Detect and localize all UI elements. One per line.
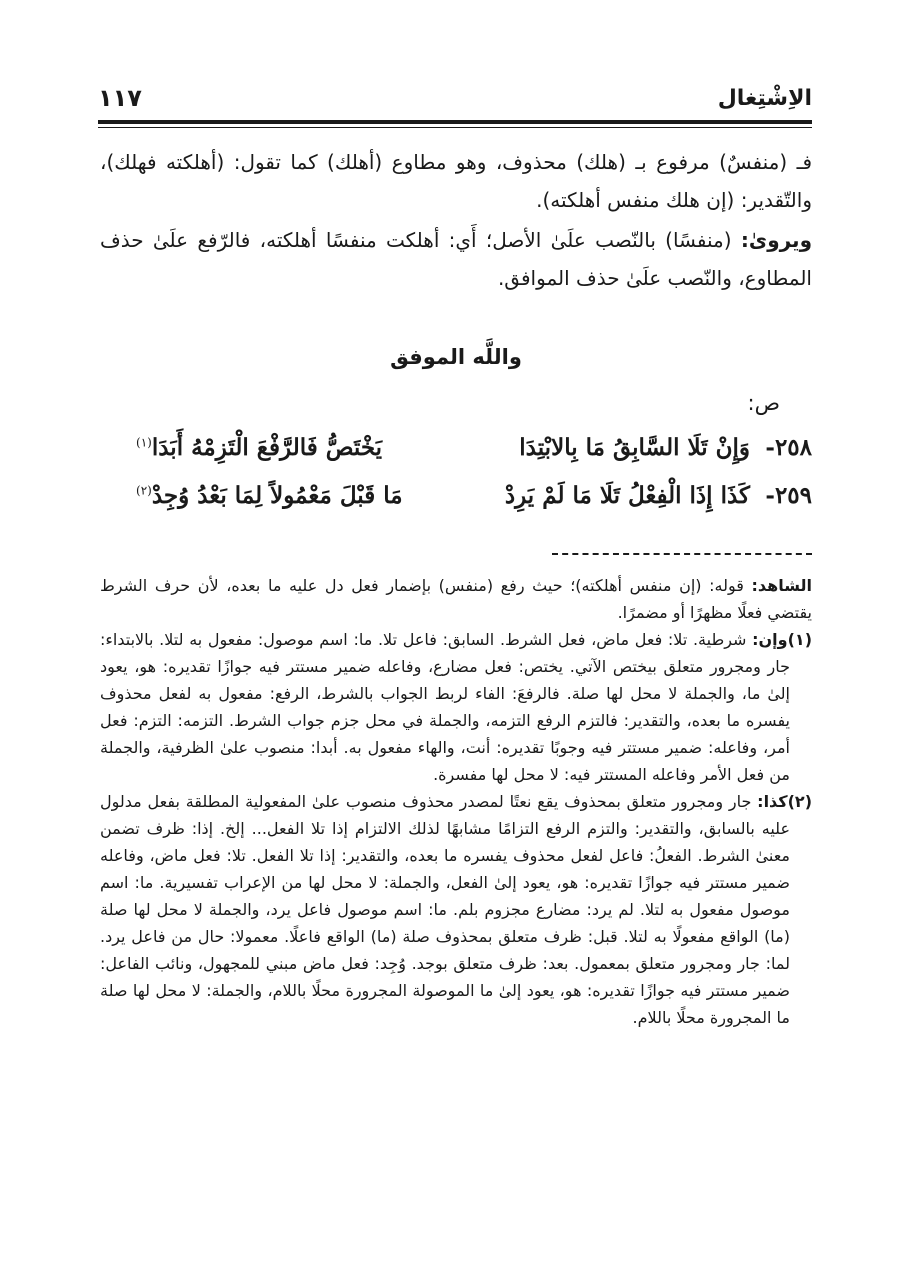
verse-second-hemistich	[136, 482, 403, 509]
verse-number: ٢٥٩-	[765, 482, 812, 509]
verse-258	[100, 428, 812, 474]
header-rule-thin	[98, 127, 812, 128]
verse-259	[100, 476, 812, 522]
hemistich-text: مَا قَبْلَ مَعْمُولاً لِمَا بَعْدُ وُجِدْ	[151, 482, 403, 509]
footnote-label: (١)وإن:	[752, 630, 812, 649]
footnote-ref: (٢)	[136, 483, 152, 498]
page-header	[98, 84, 812, 118]
paragraph-text: (منفسًا) بالنّصب علَىٰ الأصل؛ أَي: أهلكت منفسًا أهلكته، فالرّفع علَىٰ حذف المطاوع، والنّصب علَىٰ حذف الموافق.	[100, 228, 812, 290]
footnote-label: الشاهد:	[751, 576, 812, 595]
footnote-text: جار ومجرور متعلق بمحذوف يقع نعتًا لمصدر محذوف منصوب علىٰ المفعولية المطلقة بفعل مدلول عليه بالسابق، والتقدير: والتزم الرفع التزامًا مشابهًا لذلك الالتزام إذا تلا الفعل... إلخ. إذا: ظرف تضمن معنىٰ الشرط. الفعلُ: فاعل لفعل محذوف يفسره ما بعده، والتقدير: إذا تلا الفعل. تلا: فعل ماض، وفاعله ضمير مستتر فيه جوازًا تقديره: هو، يعود إلىٰ الفعل، والجملة: لا محل لها من الإعراب تفسيرية. ما: اسم موصول مفعول به لتلا. لم يرد: مضارع مجزوم بلم. ما: اسم موصول فاعل يرد، والجملة لا محل لها صلة (ما) الواقع مفعولًا به لتلا. قبل: ظرف متعلق بمحذوف صلة (ما) الواقع فاعلًا. معمولا: حال من فاعل يرد. لما: جار ومجرور متعلق بمعمول. بعد: ظرف متعلق بوجد. وُجِد: فعل ماض مبني للمجهول، ونائب الفاعل: ضمير مستتر فيه جوازًا تقديره: هو، يعود إلىٰ ما الموصولة المجرورة محلًا باللام، والجملة: لا محل لها صلة ما المجرورة محلًا باللام.	[100, 792, 790, 1027]
footnote-1	[100, 626, 812, 788]
footnote-shahid	[100, 572, 812, 626]
footnote-separator	[552, 553, 812, 555]
verse-section-label: ص:	[747, 391, 780, 415]
chapter-title: الاِشْتِغال	[717, 86, 812, 111]
verse-first-hemistich: وَإِنْ تَلَا السَّابِقُ مَا بِالابْتِدَا	[519, 434, 750, 461]
footnote-2	[100, 788, 812, 1031]
footnote-text: شرطية. تلا: فعل ماض، فعل الشرط. السابق: فاعل تلا. ما: اسم موصول: مفعول به لتلا. بالابتداء: جار ومجرور متعلق بيختص الآتي. يختص: فعل مضارع، وفاعله ضمير مستتر فيه جوازًا تقديره: هو، يعود إلىٰ ما، والجملة لا محل لها صلة. فالرفعَ: الفاء لربط الجواب بالشرط، الرفع: مفعول به لفعل محذوف يفسره ما بعده، والتقدير: فالتزم الرفع التزمه، والجملة في محل جزم جواب الشرط. التزمه: التزم: فعل أمر، وفاعله: ضمير مستتر فيه وجوبًا تقديره: أنت، والهاء مفعول به. أبدا: منصوب علىٰ الظرفية، والجملة من فعل الأمر وفاعله المستتر فيه: لا محل لها مفسرة.	[100, 630, 790, 784]
page-number: ١١٧	[98, 84, 142, 112]
footnote-label: (٢)كذا:	[757, 792, 812, 811]
header-rule-thick	[98, 120, 812, 124]
footnote-ref: (١)	[136, 435, 152, 450]
body-paragraph-2	[100, 221, 812, 297]
closing-phrase: واللَّه الموفق	[390, 345, 522, 369]
hemistich-text: يَخْتَصُّ فَالرَّفْعَ الْتَزِمْهُ أَبَدَا	[151, 434, 383, 461]
verse-number: ٢٥٨-	[765, 434, 812, 461]
verse-second-hemistich	[136, 434, 382, 461]
body-paragraph-1: فـ (منفسٌ) مرفوع بـ (هلك) محذوف، وهو مطاوع (أهلك) كما تقول: (أهلكته فهلك)، والتّقدير: (إن هلك منفس أهلكته).	[100, 150, 812, 212]
footnote-text: قوله: (إن منفس أهلكته)؛ حيث رفع (منفس) بإضمار فعل دل عليه ما بعده، لأن حرف الشرط يقتضي فعلًا مظهرًا أو مضمرًا.	[100, 576, 812, 622]
footnotes	[100, 572, 812, 1031]
paragraph-lead-word: ويروىٰ:	[740, 228, 813, 252]
verse-first-hemistich: كَذَا إِذَا الْفِعْلُ تَلَا مَا لَمْ يَرِدْ	[504, 482, 750, 509]
